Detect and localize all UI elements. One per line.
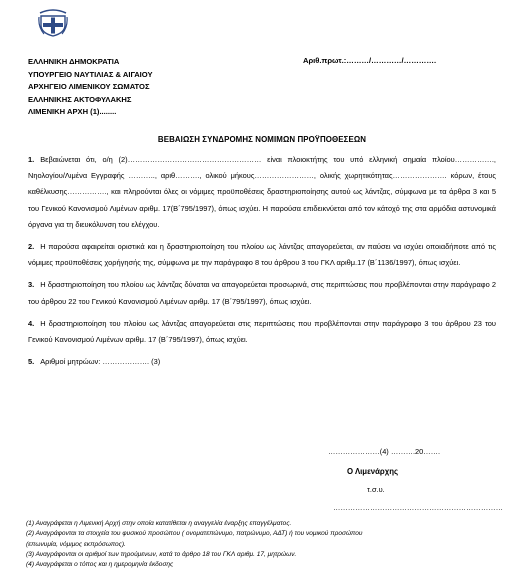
greek-coat-of-arms-icon [38,7,68,37]
header-line: ΕΛΛΗΝΙΚΗΣ ΑΚΤΟΦΥΛΑΚΗΣ [28,94,132,104]
paragraph-text: Η παρούσα αφαιρείται οριστικά και η δραστηριοποίηση του πλοίου ως λάντζας απαγορεύεται, αν παύσει να ισχύει οποιαδήποτε από τις νόμιμες προϋποθέσεις χορήγησής της, σύμφωνα με την παράγραφο 8 του άρθρου 3 του ΓΚΛ αριθμ.17 (Β΄1136/1997), όπως ισχύει. [28,242,496,268]
signature-line: …………………………………………………………… [333,503,503,512]
header-line: ΑΡΧΗΓΕΙΟ ΛΙΜΕΝΙΚΟΥ ΣΩΜΑΤΟΣ [28,82,150,92]
footnote: (4) Αναγράφεται ο τόπος και η ημερομηνία έκδοσης [26,561,174,569]
footnotes [26,519,496,570]
place-date-field: …………………(4) ……….20……. [328,447,441,456]
signatory-role: Ο Λιμενάρχης [347,467,399,476]
paragraph-text: Η δραστηριοποίηση του πλοίου ως λάντζας δύναται να απαγορεύεται προσωρινά, στις περιπτώσεις που προβλέπονται στην παράγραφο 2 του άρθρου 22 του Γενικού Κανονισμού Λιμένων αριθμ. 17 (Β΄795/1997), όπως ισχύει. [28,280,496,306]
paragraph-1 [28,152,496,233]
paragraph-number: 4. [28,318,35,328]
header-line: ΕΛΛΗΝΙΚΗ ΔΗΜΟΚΡΑΤΙΑ [28,57,120,66]
paragraph-5 [28,354,496,370]
paragraph-text: Η δραστηριοποίηση του πλοίου ως λάντζας απαγορεύεται στις περιπτώσεις που προβλέπονται στην παράγραφο 3 του άρθρου 23 του Γενικού Κανονισμού Λιμένων αριθμ. 17 (Β΄795/1997), όπως ισχύει. [28,318,496,345]
paragraph-text: Βεβαιώνεται ότι, ο/η (2)……………………………………………… είναι πλοιοκτήτης του υπό ελληνική σημαία πλοίου……………., Νηολογίου/Λιμένα Εγγραφής ……….., αριθ………., ολικού μήκους……………………, ολικής χωρητικότητας…………………. κόρων, έτους καθέλκυσης……………., και πληρούνται όλες οι νόμιμες προϋποθέσεις δραστηριοποίησης αυτού ως λάντζας, σύμφωνα με τα άρθρα 3 και 5 του Γενικού Κανονισμού Λιμένων αριθμ. 17(Β΄795/1997), όπως ισχύει. Η παρούσα επιδεικνύεται από τον κάτοχό της στα αρμόδια αστυνομικά όργανα για τη διευκόλυνση του ελέγχου. [28,155,496,229]
paragraph-number: 2. [28,242,35,252]
footnote: (1) Αναγράφεται η Λιμενική Αρχή στην οποία κατατίθεται η αναγγελία έναρξης επαγγέλματος. [26,520,292,527]
paragraph-4 [28,316,496,348]
seal-placeholder: τ.σ.υ. [367,485,385,494]
document-title: ΒΕΒΑΙΩΣΗ ΣΥΝΔΡΟΜΗΣ ΝΟΜΙΜΩΝ ΠΡΟΫΠΟΘΕΣΕΩΝ [157,135,367,144]
paragraph-3 [28,277,496,309]
paragraph-number: 3. [28,280,35,290]
footnote: (3) Αναγράφονται οι αριθμοί των τηρούμενων, κατά το άρθρο 18 του ΓΚΛ αριθμ. 17, μητρώων. [26,550,297,558]
issuing-authority-header [28,56,153,119]
protocol-number: Αριθ.πρωτ.:………/…………/…………. [303,56,437,65]
footnote: (2) Αναγράφονται τα στοιχεία του φυσικού προσώπου ( ονοματεπώνυμο, πατρώνυμο, ΑΔΤ) ή του νομικού προσώπου [26,530,363,538]
header-line: ΛΙΜΕΝΙΚΗ ΑΡΧΗ (1)........ [28,107,117,117]
paragraph-number: 5. [28,357,35,367]
paragraph-2 [28,239,496,271]
document-body [28,152,496,376]
header-line: ΥΠΟΥΡΓΕΙΟ ΝΑΥΤΙΛΙΑΣ & ΑΙΓΑΙΟΥ [28,69,153,79]
paragraph-number: 1. [28,155,35,164]
paragraph-text: Αριθμοί μητρώων: ………………. (3) [40,357,161,367]
footnote: (επωνυμία, νόμιμος εκπρόσωπος). [26,540,126,548]
